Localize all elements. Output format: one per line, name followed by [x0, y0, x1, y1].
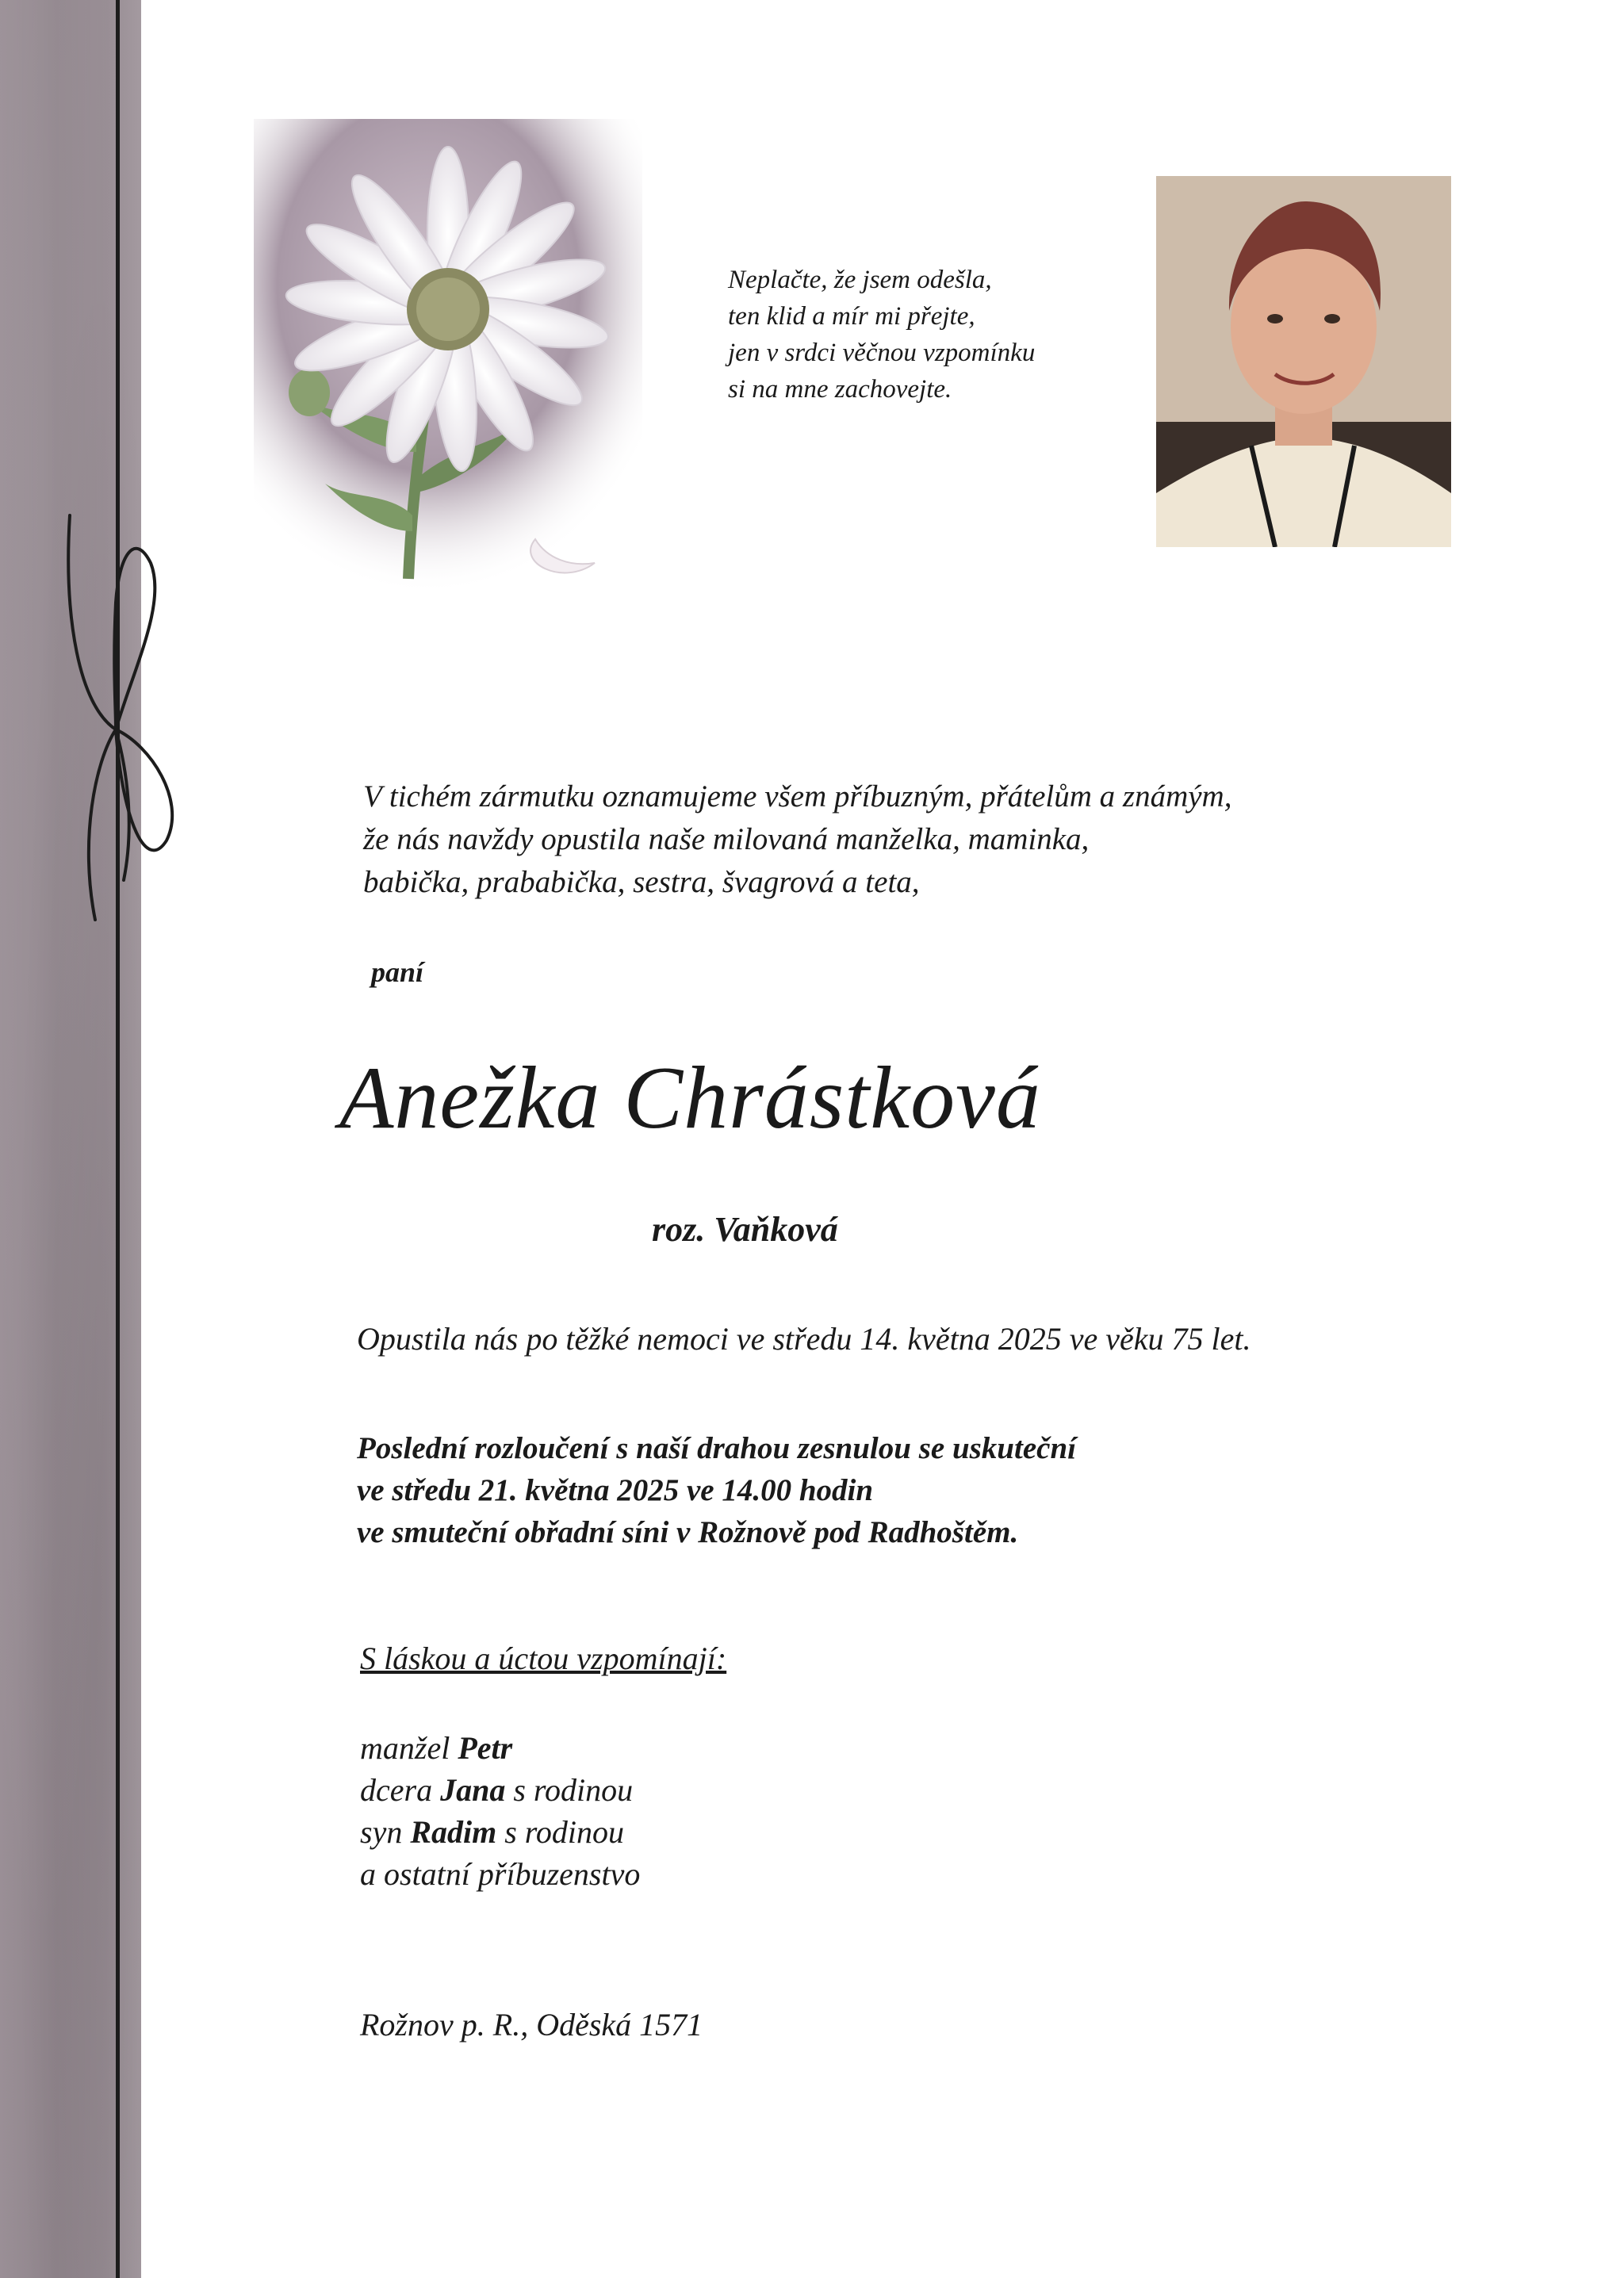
mourner-item	[360, 1727, 640, 1769]
mourners-list	[360, 1727, 640, 1895]
intro-line: V tichém zármutku oznamujeme všem příbuzným, přátelům a známým,	[363, 779, 1232, 814]
announcement-intro	[363, 775, 1442, 904]
decorative-cord	[116, 0, 120, 2278]
poem-line: jen v srdci věčnou vzpomínku	[728, 339, 1036, 367]
poem-line: ten klid a mír mi přejte,	[728, 302, 975, 331]
mourner-relation: dcera	[360, 1772, 433, 1808]
memorial-poem	[728, 262, 1093, 408]
mourner-item	[360, 1853, 640, 1895]
daisy-flower-image	[254, 119, 642, 595]
maiden-name: roz. Vaňková	[652, 1210, 838, 1249]
poem-line: si na mne zachovejte.	[728, 375, 952, 404]
mourner-relation: a ostatní příbuzenstvo	[360, 1856, 641, 1892]
decorative-side-band	[0, 0, 141, 2278]
mourner-item	[360, 1769, 640, 1811]
mourner-relation: syn	[360, 1814, 403, 1850]
mourner-relation: manžel	[360, 1730, 450, 1766]
death-notice: Opustila nás po těžké nemoci ve středu 14. května 2025 ve věku 75 let.	[357, 1321, 1251, 1357]
mourner-name: Petr	[458, 1730, 513, 1766]
portrait-photo	[1156, 176, 1451, 547]
poem-line: Neplačte, že jsem odešla,	[728, 266, 992, 294]
ribbon-bow-icon	[48, 507, 190, 928]
funeral-line: ve smuteční obřadní síni v Rožnově pod Radhoštěm.	[357, 1515, 1019, 1549]
mourner-item	[360, 1811, 640, 1853]
funeral-line: ve středu 21. května 2025 ve 14.00 hodin	[357, 1473, 874, 1507]
honorific-title: paní	[371, 956, 424, 988]
mourner-suffix: s rodinou	[504, 1814, 624, 1850]
intro-line: babička, prababička, sestra, švagrová a teta,	[363, 865, 920, 899]
mourner-name: Jana	[440, 1772, 506, 1808]
mourners-heading: S láskou a úctou vzpomínají:	[360, 1641, 727, 1676]
funeral-line: Poslední rozloučení s naší drahou zesnulou se uskuteční	[357, 1431, 1076, 1465]
intro-line: že nás navždy opustila naše milovaná manželka, maminka,	[363, 822, 1090, 856]
mourner-suffix: s rodinou	[513, 1772, 634, 1808]
funeral-details	[357, 1427, 1076, 1553]
family-address: Rožnov p. R., Oděská 1571	[360, 2007, 703, 2043]
deceased-name: Anežka Chrástková	[339, 1049, 1041, 1147]
mourner-name: Radim	[410, 1814, 497, 1850]
